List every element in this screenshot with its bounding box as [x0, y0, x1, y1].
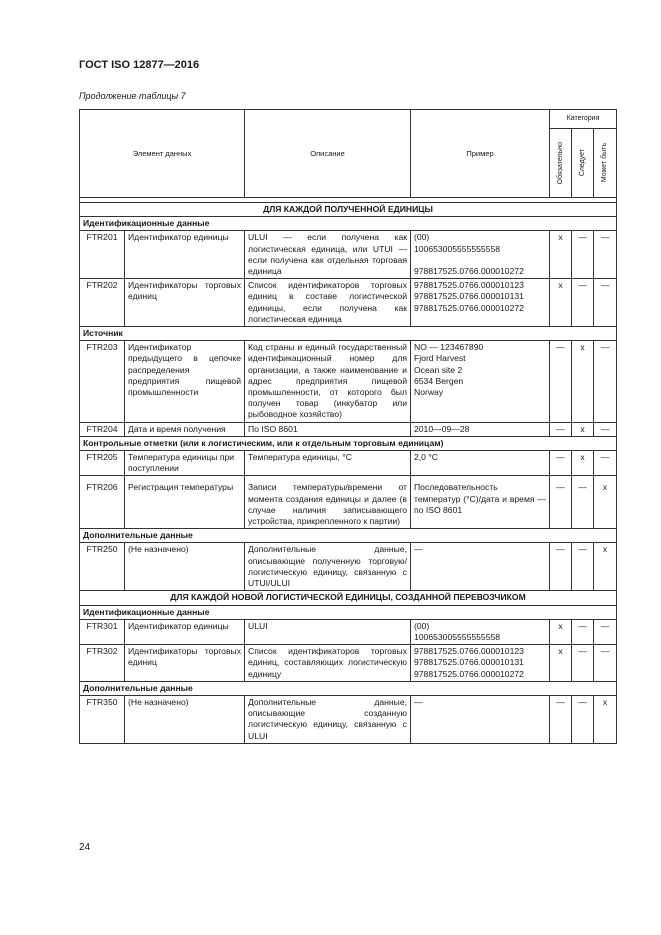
table-row: [80, 645, 617, 682]
table-cell: —: [550, 341, 572, 422]
cell-line: 978817525.0766.000010123: [414, 646, 524, 657]
table-cell: —: [550, 422, 572, 436]
table-cell: —: [572, 476, 594, 529]
cell-line: Следует: [578, 149, 586, 177]
table-row: [80, 543, 617, 591]
table-cell: —: [594, 422, 617, 436]
cell-line: Ocean site 2: [414, 364, 463, 375]
table-cell: [411, 279, 550, 327]
col-header-example: Пример: [411, 110, 550, 198]
table-cell: x: [594, 543, 617, 591]
table-cell: FTR350: [80, 695, 125, 743]
table-cell: Дополнительные данные, описывающие созданную логистическую единицу, связанную с ULUI: [245, 695, 411, 743]
table-cell: —: [594, 645, 617, 682]
section-row: [80, 203, 617, 217]
cell-line: 100653005555555558: [414, 243, 501, 254]
col-header-should: [572, 129, 594, 198]
cell-line: 6534 Bergen: [414, 375, 464, 386]
table-cell: [411, 645, 550, 682]
table-cell: Список идентификаторов торговых единиц, составляющих логистическую единицу: [245, 645, 411, 682]
table-cell: —: [594, 451, 617, 476]
table-cell: x: [572, 341, 594, 422]
table-cell: —: [594, 341, 617, 422]
table-cell: x: [572, 422, 594, 436]
table-cell: FTR205: [80, 451, 125, 476]
table-cell: Источник: [80, 327, 617, 341]
table-cell: 2,0 °C: [411, 451, 550, 476]
table-cell: Записи температуры/времени от момента создания единицы и далее (в случае наличия записывающего устройства, прикрепленного к партии): [245, 476, 411, 529]
table-cell: ULUI — если получена как логистическая единица, или UTUI — если получена как отдельная торговая единица: [245, 231, 411, 279]
table-cell: —: [572, 231, 594, 279]
cell-line: 978817525.0766.000010123: [414, 280, 524, 291]
group-row: [80, 681, 617, 695]
group-row: [80, 529, 617, 543]
table-row: [80, 619, 617, 644]
table-cell: Температура единицы при поступлении: [125, 451, 245, 476]
table-row: [80, 422, 617, 436]
table-cell: Регистрация температуры: [125, 476, 245, 529]
table-cell: Идентификатор предыдущего в цепочке распределения предприятия пищевой промышленности: [125, 341, 245, 422]
table-cell: FTR204: [80, 422, 125, 436]
col-header-mandatory: [550, 129, 572, 198]
table-cell: Последовательность температур (°C)/дата и время — по ISO 8601: [411, 476, 550, 529]
table-row: [80, 476, 617, 529]
table-cell: Идентификационные данные: [80, 217, 617, 231]
table-row: [80, 341, 617, 422]
table-cell: —: [594, 619, 617, 644]
table-cell: Список идентификаторов торговых единиц в составе логистической единицы, если получена как логистическая единица: [245, 279, 411, 327]
table-cell: Идентификаторы торговых единиц: [125, 645, 245, 682]
table-cell: Идентификатор единицы: [125, 619, 245, 644]
data-elements-table: [79, 109, 617, 744]
col-header-may: [594, 129, 617, 198]
table-cell: ДЛЯ КАЖДОЙ НОВОЙ ЛОГИСТИЧЕСКОЙ ЕДИНИЦЫ, СОЗДАННОЙ ПЕРЕВОЗЧИКОМ: [80, 591, 617, 605]
table-cell: x: [594, 476, 617, 529]
cell-line: NO — 123467890: [414, 342, 484, 353]
table-row: [80, 231, 617, 279]
table-cell: Дополнительные данные: [80, 529, 617, 543]
table-cell: —: [550, 451, 572, 476]
cell-line: 978817525.0766.000010272: [414, 302, 524, 313]
table-continuation-caption: Продолжение таблицы 7: [79, 91, 186, 101]
table-row: [80, 451, 617, 476]
table-cell: —: [572, 543, 594, 591]
table-cell: [411, 341, 550, 422]
cell-line: 100653005555555558: [414, 631, 501, 642]
table-row: [80, 695, 617, 743]
table-cell: —: [411, 543, 550, 591]
table-cell: FTR201: [80, 231, 125, 279]
group-row: [80, 605, 617, 619]
table-cell: FTR206: [80, 476, 125, 529]
header-row: [80, 110, 617, 129]
table-cell: —: [572, 619, 594, 644]
group-row: [80, 217, 617, 231]
table-cell: —: [550, 476, 572, 529]
table-cell: —: [594, 231, 617, 279]
table-cell: FTR203: [80, 341, 125, 422]
table-cell: —: [550, 695, 572, 743]
table-cell: Дополнительные данные, описывающие полученную торговую/логистическую единицу, связанную с UTUI/ULUI: [245, 543, 411, 591]
table-cell: Идентификационные данные: [80, 605, 617, 619]
table-cell: —: [572, 645, 594, 682]
cell-line: (00): [414, 620, 430, 631]
table-cell: Дополнительные данные: [80, 681, 617, 695]
table-cell: ULUI: [245, 619, 411, 644]
table-cell: ДЛЯ КАЖДОЙ ПОЛУЧЕННОЙ ЕДИНИЦЫ: [80, 203, 617, 217]
col-header-element: Элемент данных: [80, 110, 245, 198]
table-cell: Идентификаторы торговых единиц: [125, 279, 245, 327]
table-cell: —: [572, 695, 594, 743]
table-cell: По ISO 8601: [245, 422, 411, 436]
table-cell: —: [594, 279, 617, 327]
table-cell: Идентификатор единицы: [125, 231, 245, 279]
cell-line: 978817525.0766.000010131: [414, 657, 524, 668]
col-header-description: Описание: [245, 110, 411, 198]
section-row: [80, 591, 617, 605]
page-number: 24: [79, 842, 91, 853]
cell-line: 978817525.0766.000010131: [414, 291, 524, 302]
table-cell: [411, 619, 550, 644]
table-cell: Дата и время получения: [125, 422, 245, 436]
table-cell: x: [572, 451, 594, 476]
table-cell: Температура единицы, °C: [245, 451, 411, 476]
cell-line: Fjord Harvest: [414, 353, 466, 364]
table-cell: x: [550, 645, 572, 682]
table-cell: x: [550, 279, 572, 327]
col-header-category: Категория: [550, 110, 617, 129]
document-code: ГОСТ ISO 12877—2016: [79, 59, 200, 71]
table-cell: 2010—09—28: [411, 422, 550, 436]
table-cell: —: [550, 543, 572, 591]
table-cell: FTR302: [80, 645, 125, 682]
cell-line: (00): [414, 232, 430, 243]
table-row: [80, 279, 617, 327]
table-cell: FTR301: [80, 619, 125, 644]
table-cell: FTR202: [80, 279, 125, 327]
table-cell: [411, 231, 550, 279]
table-cell: (Не назначено): [125, 543, 245, 591]
cell-line: 978817525.0766.000010272: [414, 668, 524, 679]
table-cell: FTR250: [80, 543, 125, 591]
cell-line: Может быть: [601, 143, 609, 183]
table-cell: (Не назначено): [125, 695, 245, 743]
table-cell: —: [572, 279, 594, 327]
table-cell: Контрольные отметки (или к логистическим, или к отдельным торговым единицам): [80, 436, 617, 450]
cell-line: Norway: [414, 387, 444, 398]
group-row: [80, 436, 617, 450]
table-cell: x: [594, 695, 617, 743]
table-cell: x: [550, 619, 572, 644]
table-cell: Код страны и единый государственный идентификационный номер для организации, а также наименование и адрес предприятия пищевой промышленности, от которого был получен товар (инкубатор или рыбоводное хозяйство): [245, 341, 411, 422]
group-row: [80, 327, 617, 341]
cell-line: Обязательно: [556, 141, 564, 185]
cell-line: 978817525.0766.000010272: [414, 265, 524, 276]
table-cell: —: [411, 695, 550, 743]
table-cell: x: [550, 231, 572, 279]
